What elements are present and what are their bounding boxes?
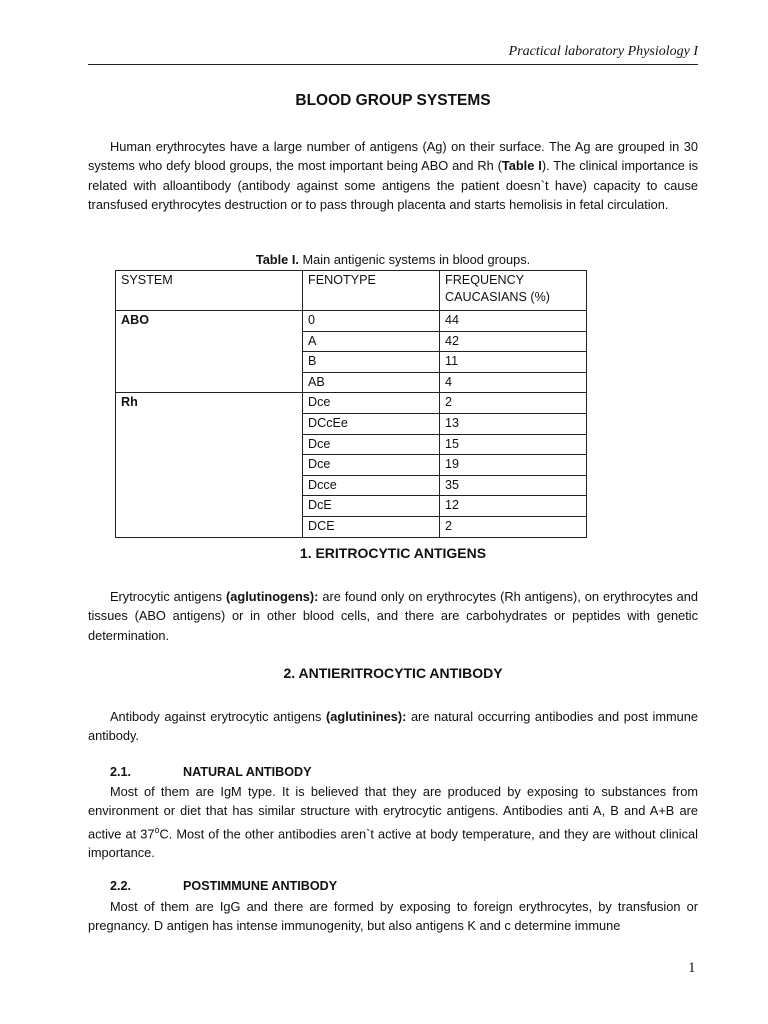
system-cell: Rh [116,393,303,537]
fenotype-cell: Dcce [303,475,440,496]
fenotype-cell: Dce [303,393,440,414]
page-number: 1 [688,960,696,976]
header-system: SYSTEM [116,271,303,311]
table-row [116,311,587,332]
fenotype-cell: AB [303,372,440,393]
blood-group-table [115,270,587,538]
frequency-cell: 12 [440,496,587,517]
frequency-cell: 42 [440,331,587,352]
header-fenotype: FENOTYPE [303,271,440,311]
header-frequency: FREQUENCY CAUCASIANS (%) [440,271,587,311]
page-title: BLOOD GROUP SYSTEMS [295,92,491,109]
fenotype-cell: B [303,352,440,373]
fenotype-cell: 0 [303,311,440,332]
section-1-heading: 1. ERITROCYTIC ANTIGENS [299,545,487,561]
fenotype-cell: DCcEe [303,413,440,434]
table-caption: Table I. Main antigenic systems in blood groups. [255,252,531,267]
frequency-cell: 11 [440,352,587,373]
section-1-paragraph: Erytrocytic antigens (aglutinogens): are found only on erythrocytes (Rh antigens), on erythrocytes and tissues (ABO antigens) or in other blood cells, and there are carbohydrates or peptides with genetic determination. [88,589,698,643]
frequency-cell: 19 [440,455,587,476]
frequency-cell: 35 [440,475,587,496]
frequency-cell: 13 [440,413,587,434]
section-2-1-paragraph: Most of them are IgM type. It is believed that they are produced by exposing to substances from environment or diet that has similar structure with erytrocytic antigens. Antibodies anti A, B and A+B are active at 37$^o$C. Most of the other antibodies aren`t active at body temperature, and they are without clinical importance. [88,784,698,861]
section-2-1-heading: 2.1. NATURAL ANTIBODY [110,765,312,779]
fenotype-cell: DCE [303,516,440,537]
intro-paragraph: Human erythrocytes have a large number of antigens (Ag) on their surface. The Ag are grouped in 30 systems who defy blood groups, the most important being ABO and Rh (Table I). The clinical importance is related with alloantibody (antibody against some antigens the patient doesn`t have) capacity to cause transfused erythrocytes destruction or to pass through placenta and starts hemolisis in fetal circulation. [88,139,699,213]
frequency-cell: 2 [440,393,587,414]
fenotype-cell: A [303,331,440,352]
table-row [116,393,587,414]
fenotype-cell: Dce [303,434,440,455]
table-header-row [116,271,587,311]
section-2-2-heading: 2.2. POSTIMMUNE ANTIBODY [110,879,338,893]
section-2-paragraph: Antibody against erytrocytic antigens (aglutinines): are natural occurring antibodies and post immune antibody. [88,709,698,744]
frequency-cell: 2 [440,516,587,537]
frequency-cell: 44 [440,311,587,332]
frequency-cell: 15 [440,434,587,455]
fenotype-cell: DcE [303,496,440,517]
running-header: Practical laboratory Physiology I [508,44,698,59]
section-2-2-paragraph: Most of them are IgG and there are formed by exposing to foreign erythrocytes, by transfusion or pregnancy. D antigen has intense immunogenity, but also antigens K and c determine immune [88,899,698,934]
header-rule [88,64,698,65]
frequency-cell: 4 [440,372,587,393]
section-2-heading: 2. ANTIERITROCYTIC ANTIBODY [283,665,503,681]
fenotype-cell: Dce [303,455,440,476]
system-cell: ABO [116,311,303,393]
